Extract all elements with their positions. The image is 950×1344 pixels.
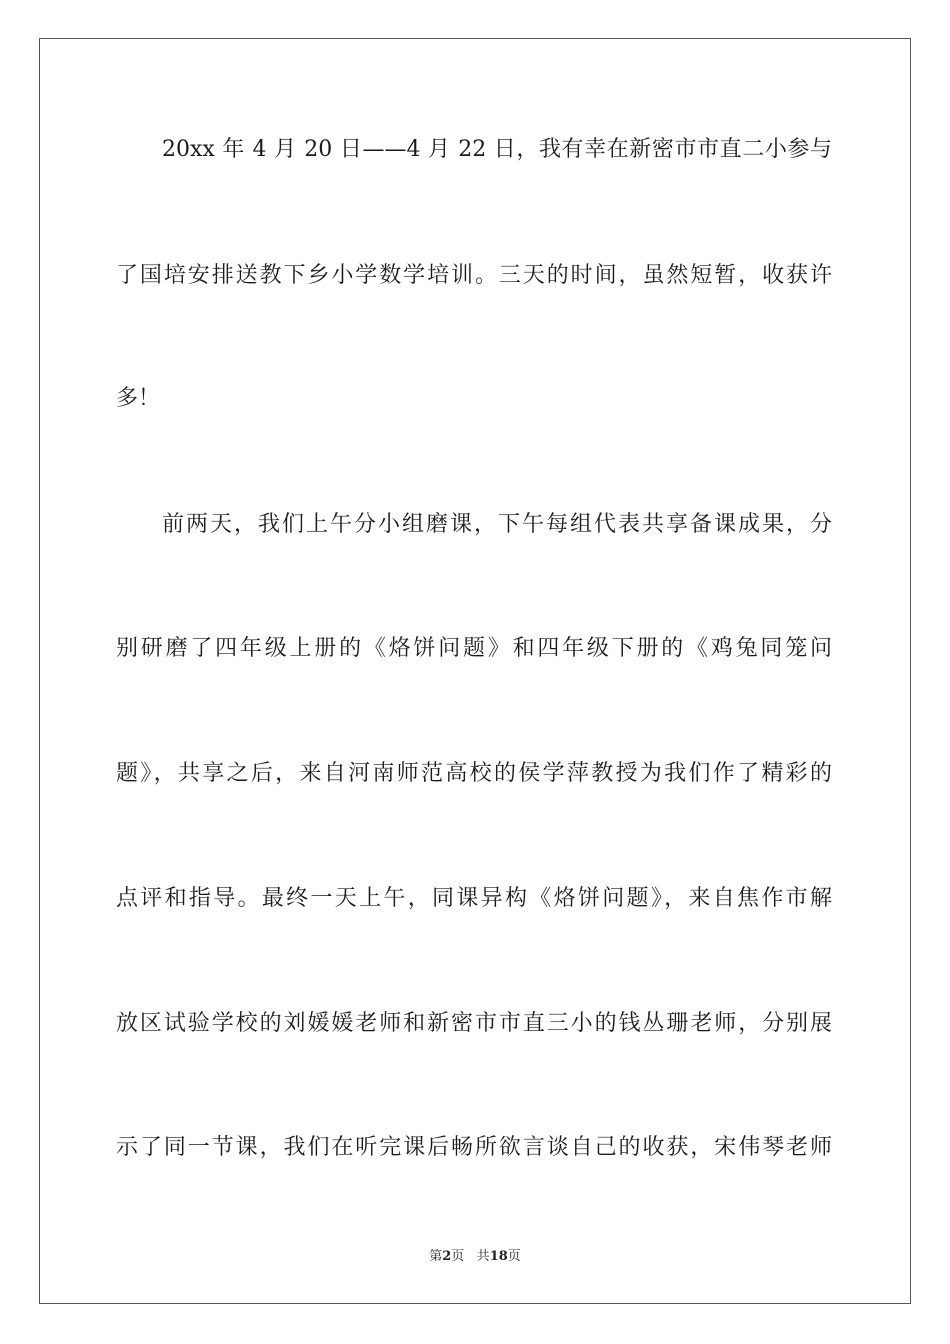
text-line-7: 点评和指导。最终一天上午，同课异构《烙饼问题》，来自焦作市解 bbox=[116, 886, 832, 911]
footer-page-number: 2 bbox=[442, 1249, 452, 1264]
footer-total-pages: 18 bbox=[489, 1249, 508, 1264]
text-line-1: 20xx 年 4 月 20 日——4 月 22 日，我有幸在新密市市直二小参与 bbox=[162, 137, 832, 162]
text-line-4: 前两天，我们上午分小组磨课，下午每组代表共享备课成果，分 bbox=[162, 512, 832, 537]
page-frame bbox=[39, 38, 911, 1304]
text-line-5: 别研磨了四年级上册的《烙饼问题》和四年级下册的《鸡兔同笼问 bbox=[116, 636, 832, 661]
text-line-3: 多！ bbox=[116, 386, 161, 411]
text-line-8: 放区试验学校的刘媛媛老师和新密市市直三小的钱丛珊老师，分别展 bbox=[116, 1011, 832, 1036]
footer-total-suffix: 页 bbox=[507, 1249, 521, 1264]
page-footer bbox=[0, 1248, 950, 1266]
text-line-6: 题》，共享之后，来自河南师范高校的侯学萍教授为我们作了精彩的 bbox=[116, 761, 832, 786]
footer-page-prefix: 第 bbox=[429, 1249, 443, 1264]
footer-total-prefix: 共 bbox=[476, 1249, 490, 1264]
footer-page-suffix: 页 bbox=[451, 1249, 465, 1264]
text-line-9: 示了同一节课，我们在听完课后畅所欲言谈自己的收获，宋伟琴老师 bbox=[116, 1135, 832, 1160]
text-line-2: 了国培安排送教下乡小学数学培训。三天的时间，虽然短暂，收获许 bbox=[116, 263, 832, 288]
